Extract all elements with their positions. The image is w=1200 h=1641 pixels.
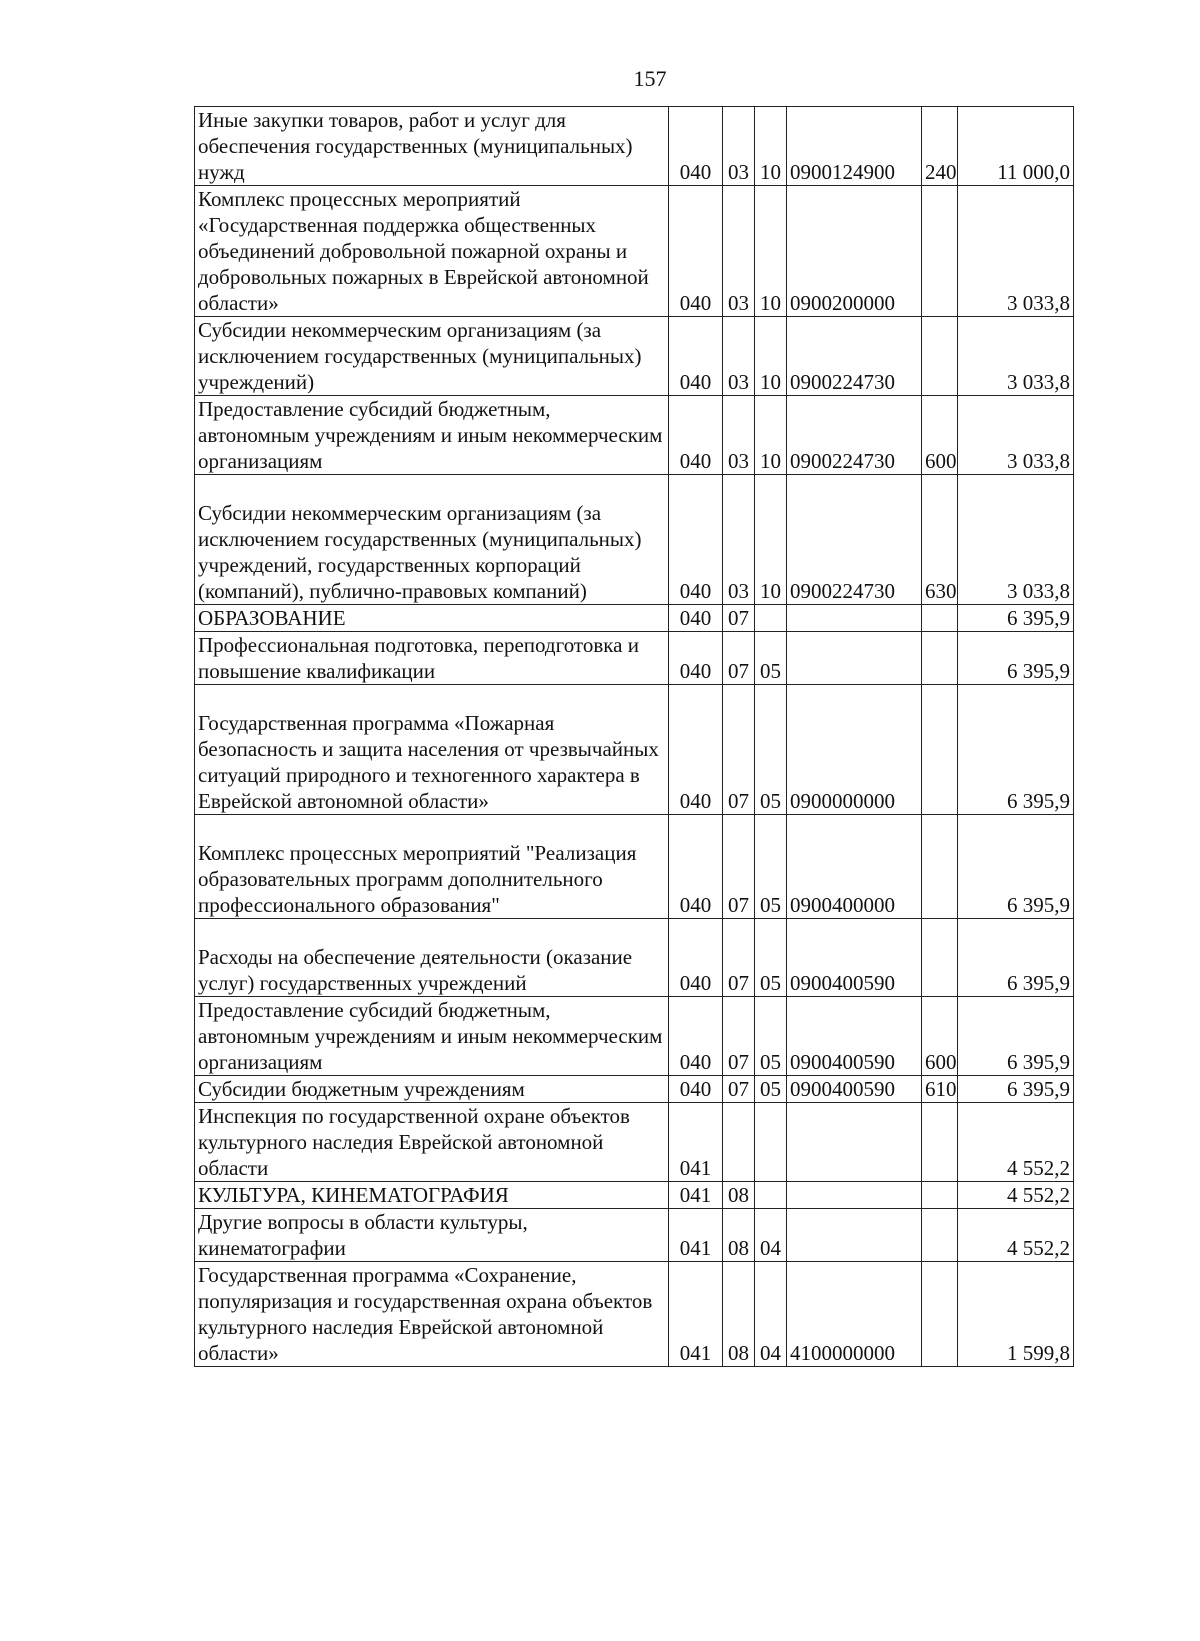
row-amount: 6 395,9 <box>958 919 1074 997</box>
row-amount: 1 599,8 <box>958 1262 1074 1367</box>
row-expense-type <box>922 685 958 815</box>
row-expense-type <box>922 1182 958 1209</box>
row-ved: 040 <box>669 815 723 919</box>
row-name: Расходы на обеспечение деятельности (оказание услуг) государственных учреждений <box>195 919 669 997</box>
row-name: Иные закупки товаров, работ и услуг для обеспечения государственных (муниципальных) нужд <box>195 107 669 186</box>
row-section: 07 <box>723 919 755 997</box>
row-target-article: 0900200000 <box>787 186 922 317</box>
row-name: Субсидии некоммерческим организациям (за исключением государственных (муниципальных) учреждений) <box>195 317 669 396</box>
row-expense-type: 630 <box>922 475 958 605</box>
row-target-article: 0900224730 <box>787 317 922 396</box>
row-target-article <box>787 1182 922 1209</box>
budget-table-body <box>195 107 1074 1367</box>
row-ved: 040 <box>669 186 723 317</box>
row-subsection: 05 <box>755 1076 787 1103</box>
row-name: Предоставление субсидий бюджетным, автономным учреждениям и иным некоммерческим организациям <box>195 997 669 1076</box>
table-row <box>195 632 1074 685</box>
row-ved: 041 <box>669 1262 723 1367</box>
row-amount: 3 033,8 <box>958 396 1074 475</box>
row-expense-type <box>922 186 958 317</box>
row-target-article <box>787 632 922 685</box>
row-name: ОБРАЗОВАНИЕ <box>195 605 669 632</box>
row-section: 08 <box>723 1182 755 1209</box>
row-expense-type <box>922 919 958 997</box>
row-amount: 3 033,8 <box>958 475 1074 605</box>
row-expense-type <box>922 1103 958 1182</box>
row-target-article: 0900400590 <box>787 919 922 997</box>
row-amount: 4 552,2 <box>958 1182 1074 1209</box>
row-ved: 040 <box>669 997 723 1076</box>
row-amount: 4 552,2 <box>958 1209 1074 1262</box>
row-ved: 040 <box>669 632 723 685</box>
row-subsection: 10 <box>755 317 787 396</box>
row-section: 03 <box>723 186 755 317</box>
row-expense-type <box>922 605 958 632</box>
row-amount: 6 395,9 <box>958 685 1074 815</box>
row-name: Профессиональная подготовка, переподготовка и повышение квалификации <box>195 632 669 685</box>
table-row <box>195 919 1074 997</box>
row-section: 03 <box>723 475 755 605</box>
row-expense-type: 610 <box>922 1076 958 1103</box>
row-amount: 6 395,9 <box>958 632 1074 685</box>
row-ved: 041 <box>669 1209 723 1262</box>
row-target-article: 0900224730 <box>787 475 922 605</box>
table-row <box>195 1209 1074 1262</box>
row-amount: 6 395,9 <box>958 815 1074 919</box>
row-expense-type <box>922 632 958 685</box>
row-name: Комплекс процессных мероприятий "Реализация образовательных программ дополнительного профессионального образования" <box>195 815 669 919</box>
row-target-article <box>787 1103 922 1182</box>
row-section: 08 <box>723 1209 755 1262</box>
row-name: КУЛЬТУРА, КИНЕМАТОГРАФИЯ <box>195 1182 669 1209</box>
row-section: 03 <box>723 107 755 186</box>
row-subsection: 10 <box>755 475 787 605</box>
table-row <box>195 107 1074 186</box>
row-expense-type: 600 <box>922 396 958 475</box>
table-row <box>195 815 1074 919</box>
row-subsection <box>755 1182 787 1209</box>
row-amount: 3 033,8 <box>958 186 1074 317</box>
table-row <box>195 396 1074 475</box>
table-row <box>195 1103 1074 1182</box>
table-row <box>195 1262 1074 1367</box>
row-name: Предоставление субсидий бюджетным, автономным учреждениям и иным некоммерческим организациям <box>195 396 669 475</box>
row-expense-type: 240 <box>922 107 958 186</box>
row-subsection <box>755 1103 787 1182</box>
row-expense-type <box>922 815 958 919</box>
row-section: 03 <box>723 317 755 396</box>
row-subsection: 10 <box>755 107 787 186</box>
row-section: 07 <box>723 632 755 685</box>
row-amount: 6 395,9 <box>958 1076 1074 1103</box>
row-subsection: 10 <box>755 186 787 317</box>
row-name: Субсидии некоммерческим организациям (за исключением государственных (муниципальных) учреждений, государственных корпораций (компаний), публично-правовых компаний) <box>195 475 669 605</box>
row-section: 07 <box>723 997 755 1076</box>
row-subsection: 05 <box>755 919 787 997</box>
row-ved: 040 <box>669 919 723 997</box>
row-name: Другие вопросы в области культуры, кинематографии <box>195 1209 669 1262</box>
table-row <box>195 1076 1074 1103</box>
row-ved: 040 <box>669 1076 723 1103</box>
row-ved: 040 <box>669 605 723 632</box>
row-ved: 040 <box>669 317 723 396</box>
row-amount: 6 395,9 <box>958 605 1074 632</box>
row-target-article: 0900400590 <box>787 1076 922 1103</box>
row-ved: 041 <box>669 1182 723 1209</box>
row-subsection: 04 <box>755 1262 787 1367</box>
row-expense-type <box>922 317 958 396</box>
row-section <box>723 1103 755 1182</box>
row-amount: 6 395,9 <box>958 997 1074 1076</box>
row-ved: 040 <box>669 107 723 186</box>
table-row <box>195 186 1074 317</box>
row-section: 07 <box>723 605 755 632</box>
row-ved: 040 <box>669 685 723 815</box>
table-row <box>195 605 1074 632</box>
row-subsection: 05 <box>755 815 787 919</box>
row-amount: 3 033,8 <box>958 317 1074 396</box>
row-name: Инспекция по государственной охране объектов культурного наследия Еврейской автономной области <box>195 1103 669 1182</box>
row-target-article: 0900400590 <box>787 997 922 1076</box>
row-section: 07 <box>723 1076 755 1103</box>
row-name: Комплекс процессных мероприятий «Государственная поддержка общественных объединений добровольной пожарной охраны и добровольных пожарных в Еврейской автономной области» <box>195 186 669 317</box>
row-name: Государственная программа «Пожарная безопасность и защита населения от чрезвычайных ситуаций природного и техногенного характера в Еврейской автономной области» <box>195 685 669 815</box>
table-row <box>195 997 1074 1076</box>
row-section: 07 <box>723 815 755 919</box>
row-subsection: 05 <box>755 997 787 1076</box>
row-name: Государственная программа «Сохранение, популяризация и государственная охрана объектов культурного наследия Еврейской автономной области» <box>195 1262 669 1367</box>
row-target-article: 0900400000 <box>787 815 922 919</box>
table-row <box>195 685 1074 815</box>
row-amount: 11 000,0 <box>958 107 1074 186</box>
row-subsection: 10 <box>755 396 787 475</box>
table-row <box>195 317 1074 396</box>
row-amount: 4 552,2 <box>958 1103 1074 1182</box>
row-expense-type <box>922 1209 958 1262</box>
table-row <box>195 1182 1074 1209</box>
row-subsection: 05 <box>755 632 787 685</box>
row-target-article <box>787 1209 922 1262</box>
row-subsection <box>755 605 787 632</box>
row-expense-type <box>922 1262 958 1367</box>
row-target-article: 0900124900 <box>787 107 922 186</box>
row-subsection: 05 <box>755 685 787 815</box>
row-ved: 040 <box>669 396 723 475</box>
budget-table <box>194 106 1074 1367</box>
row-ved: 041 <box>669 1103 723 1182</box>
row-section: 03 <box>723 396 755 475</box>
table-row <box>195 475 1074 605</box>
row-section: 08 <box>723 1262 755 1367</box>
row-target-article: 0900224730 <box>787 396 922 475</box>
row-section: 07 <box>723 685 755 815</box>
row-target-article <box>787 605 922 632</box>
row-name: Субсидии бюджетным учреждениям <box>195 1076 669 1103</box>
row-expense-type: 600 <box>922 997 958 1076</box>
page-number: 157 <box>633 66 667 91</box>
row-ved: 040 <box>669 475 723 605</box>
row-target-article: 4100000000 <box>787 1262 922 1367</box>
row-target-article: 0900000000 <box>787 685 922 815</box>
row-subsection: 04 <box>755 1209 787 1262</box>
